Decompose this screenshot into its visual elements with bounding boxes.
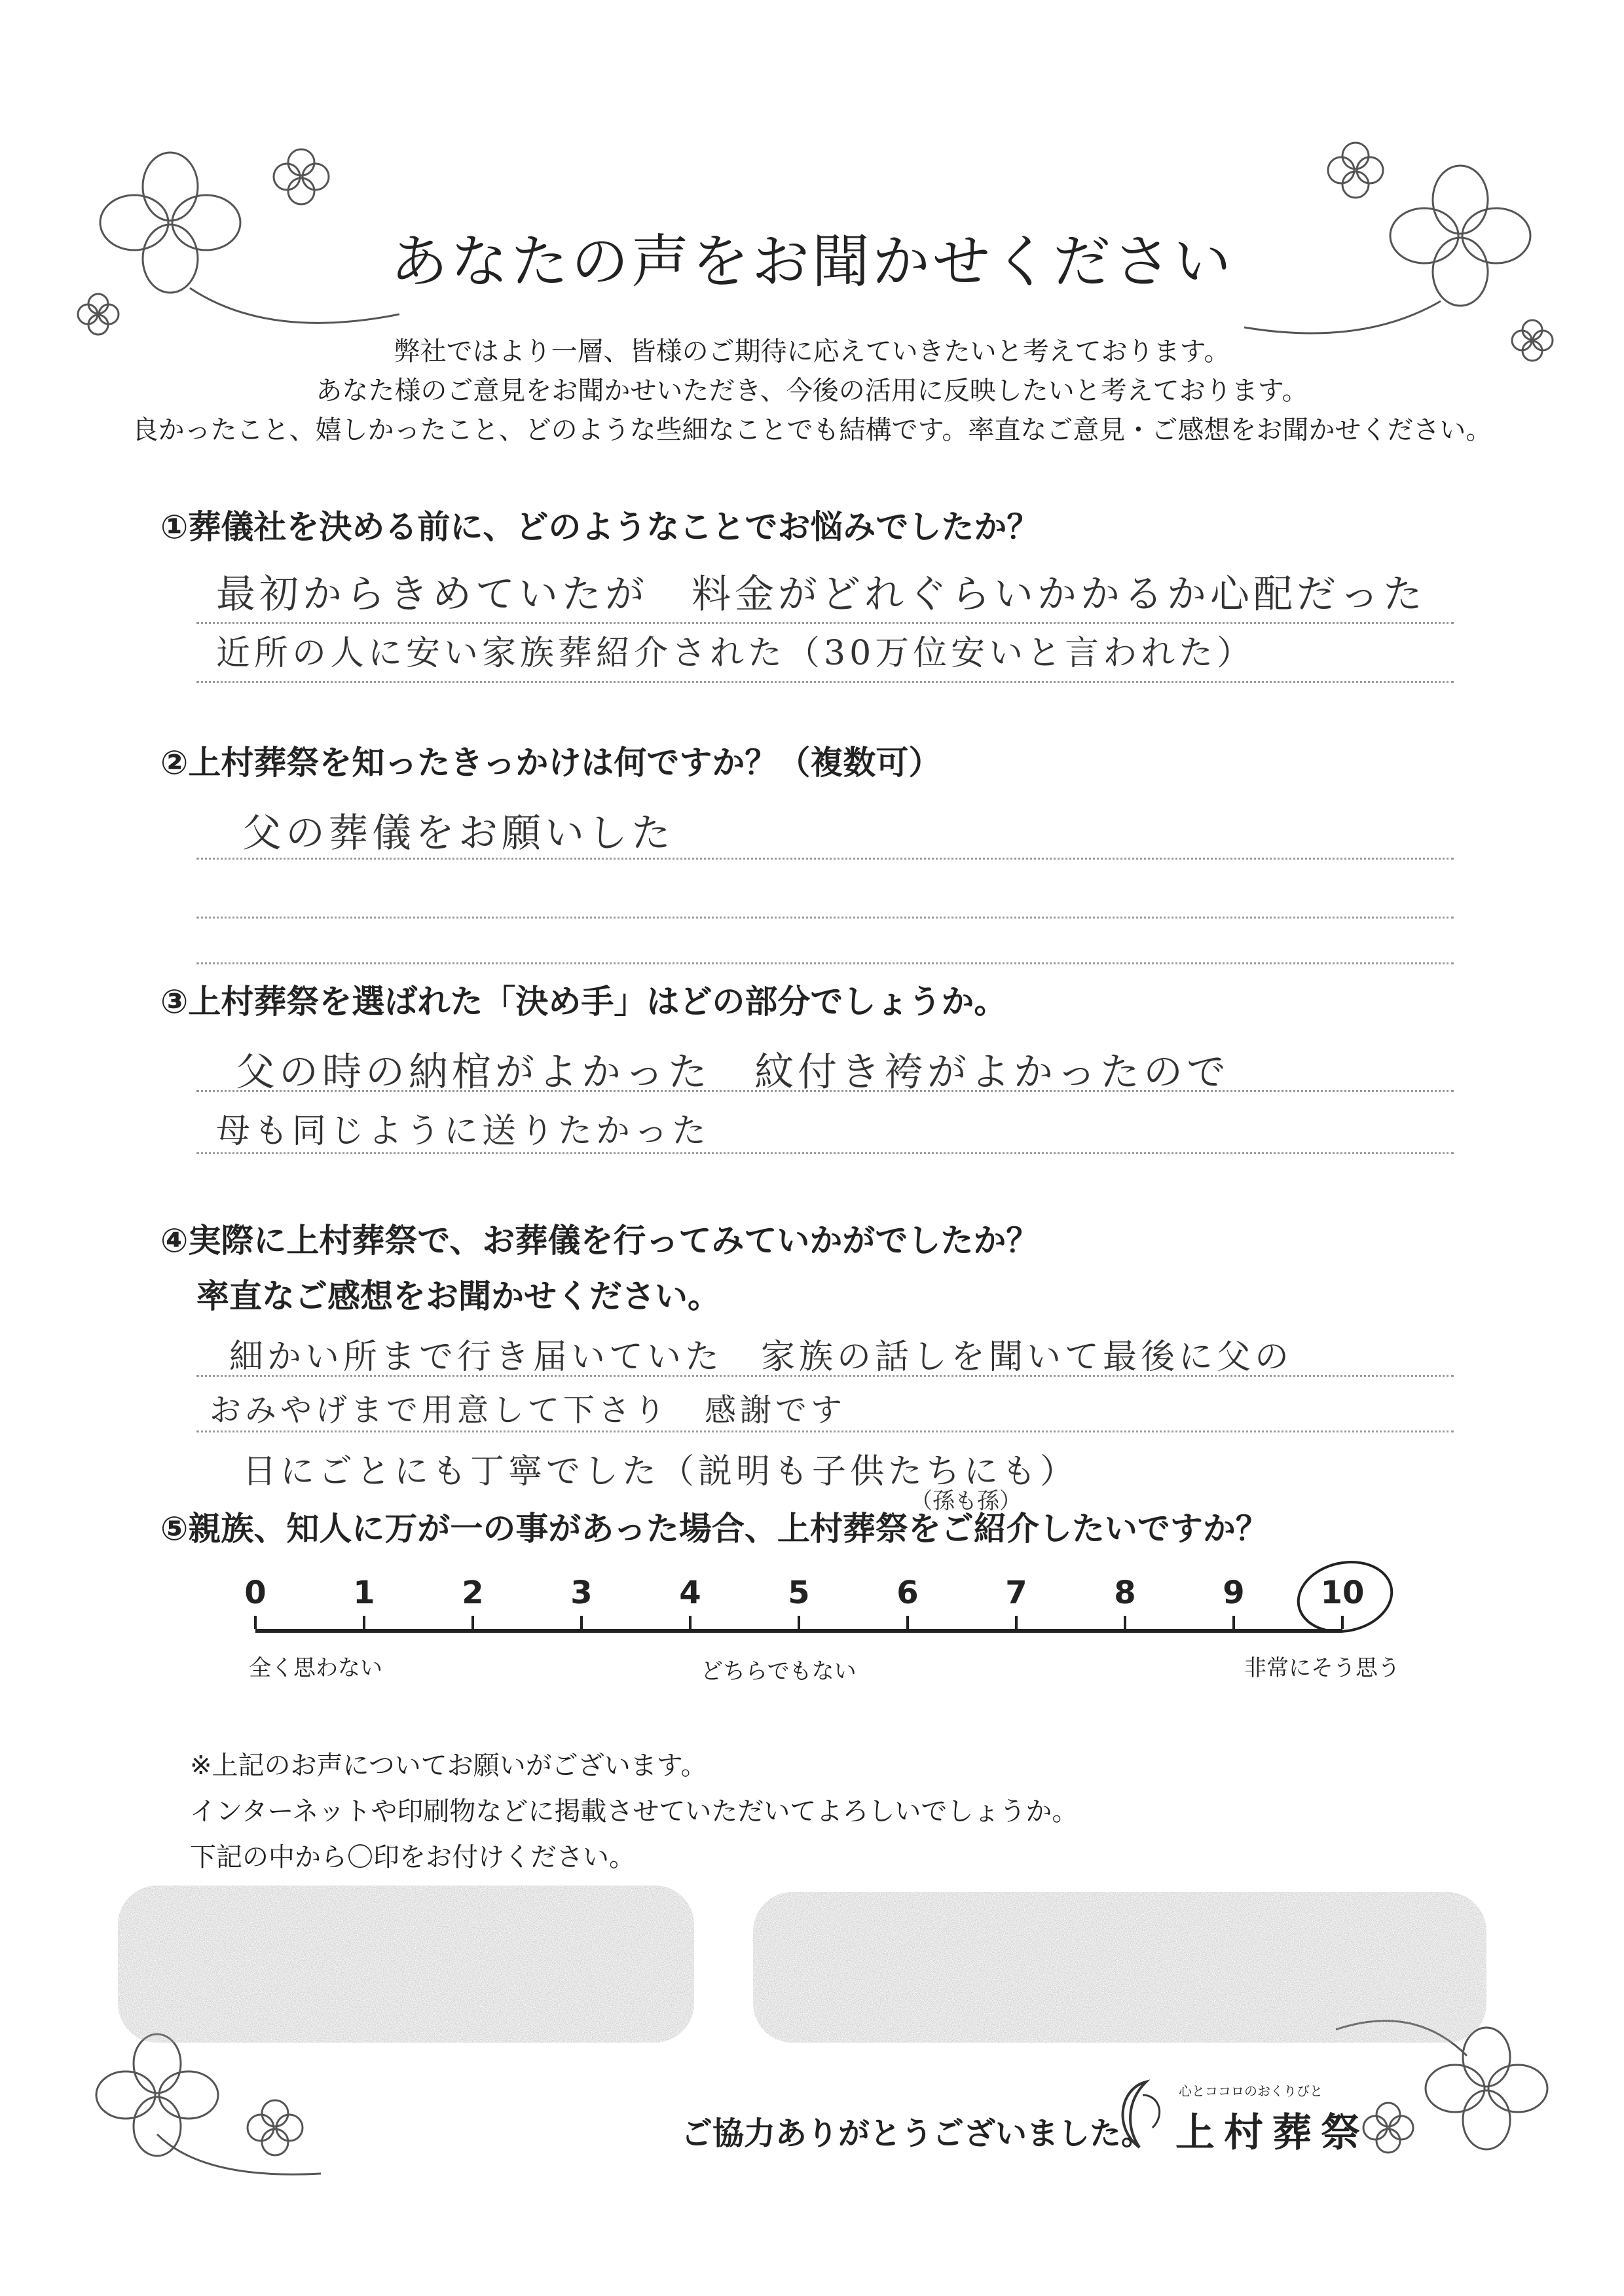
redacted-area-left: [118, 1886, 694, 2043]
question-4-answer-line-3: 日にごとにも丁寧でした（説明も子供たちにも）: [242, 1452, 1079, 1491]
intro-line-2: あなた様のご意見をお聞かせいただき、今後の活用に反映したいと考えております。: [316, 376, 1308, 406]
rating-option-5[interactable]: 5: [788, 1575, 810, 1611]
rating-option-2[interactable]: 2: [462, 1575, 484, 1611]
answer-rule: [196, 917, 1454, 919]
note-line-1: ※上記のお声についてお願いがございます。: [190, 1751, 707, 1781]
question-1-answer-line-1: 最初からきめていたが 料金がどれぐらいかかるか心配だった: [216, 572, 1426, 617]
question-4-label-line-1: ④実際に上村葬祭で、お葬儀を行ってみていかがでしたか？: [160, 1222, 1039, 1260]
rating-option-4[interactable]: 4: [679, 1575, 701, 1611]
redacted-area-right: [753, 1892, 1486, 2043]
rating-tick: [798, 1616, 800, 1629]
question-3-label: ③上村葬祭を選ばれた「決め手」はどの部分でしょうか。: [160, 983, 1007, 1021]
question-4-answer-annotation: （孫も孫）: [910, 1488, 1022, 1514]
brand-tagline: 心とココロのおくりびと: [1179, 2083, 1323, 2099]
intro-line-1: 弊社ではより一層、皆様のご期待に応えていきたいと考えております。: [394, 337, 1230, 367]
answer-rule: [196, 1152, 1454, 1154]
answer-rule: [196, 1090, 1454, 1092]
question-4-label-line-2: 率直なご感想をお聞かせください。: [196, 1277, 720, 1315]
question-1-answer-line-2: 近所の人に安い家族葬紹介された（30万位安いと言われた）: [216, 634, 1255, 673]
question-4-answer-line-2: おみやげまで用意して下さり 感謝です: [210, 1392, 847, 1429]
thanks-message: ご協力ありがとうございました。: [681, 2115, 1153, 2152]
rating-selected-circle: [1290, 1552, 1399, 1641]
question-2-label: ②上村葬祭を知ったきっかけは何ですか？（複数可）: [160, 744, 942, 782]
answer-rule: [196, 962, 1454, 964]
rating-tick: [1232, 1616, 1235, 1629]
question-4-answer-line-1: 細かい所まで行き届いていた 家族の話しを聞いて最後に父の: [229, 1338, 1293, 1377]
rating-tick: [1124, 1616, 1126, 1629]
rating-tick: [254, 1616, 257, 1629]
rating-option-3[interactable]: 3: [570, 1575, 593, 1611]
rating-tick: [689, 1616, 692, 1629]
rating-option-8[interactable]: 8: [1114, 1575, 1136, 1611]
answer-rule: [196, 622, 1454, 624]
rating-tick: [363, 1616, 365, 1629]
question-1-label: ①葬儀社を決める前に、どのようなことでお悩みでしたか？: [160, 508, 1040, 546]
rating-option-10[interactable]: 10: [1320, 1575, 1365, 1611]
question-3-answer-line-2: 母も同じように送りたかった: [216, 1112, 710, 1151]
intro-line-3: 良かったこと、嬉しかったこと、どのような些細なことでも結構です。率直なご意見・ご感想をお聞かせください。: [132, 415, 1492, 445]
rating-tick: [1015, 1616, 1018, 1629]
rating-scale-axis: [255, 1629, 1342, 1633]
question-3-answer-line-1: 父の時の納棺がよかった 紋付き袴がよかったので: [236, 1049, 1230, 1095]
rating-tick: [580, 1616, 583, 1629]
answer-rule: [196, 1375, 1454, 1377]
rating-option-6[interactable]: 6: [896, 1575, 919, 1611]
rating-option-7[interactable]: 7: [1005, 1575, 1027, 1611]
page-title: あなたの声をお聞かせください: [390, 228, 1234, 295]
rating-low-label: 全く思わない: [249, 1655, 382, 1681]
note-line-3: 下記の中から〇印をお付けください。: [190, 1842, 635, 1872]
brand-logo-heart-icon: [1107, 2069, 1172, 2160]
brand-name: 上村葬祭: [1175, 2110, 1369, 2156]
rating-option-9[interactable]: 9: [1223, 1575, 1245, 1611]
note-line-2: インターネットや印刷物などに掲載させていただいてよろしいでしょうか。: [190, 1796, 1079, 1827]
question-2-answer-line-1: 父の葬儀をお願いした: [242, 811, 674, 856]
rating-tick: [471, 1616, 474, 1629]
question-5-label: ⑤親族、知人に万が一の事があった場合、上村葬祭をご紹介したいですか？: [160, 1510, 1268, 1548]
answer-rule: [196, 1430, 1454, 1432]
rating-high-label: 非常にそう思う: [1244, 1655, 1400, 1681]
answer-rule: [196, 858, 1454, 860]
answer-rule: [196, 681, 1454, 683]
rating-mid-label: どちらでもない: [701, 1658, 857, 1685]
rating-option-0[interactable]: 0: [244, 1575, 267, 1611]
rating-tick: [906, 1616, 909, 1629]
rating-option-1[interactable]: 1: [353, 1575, 375, 1611]
rating-tick: [1341, 1616, 1344, 1629]
